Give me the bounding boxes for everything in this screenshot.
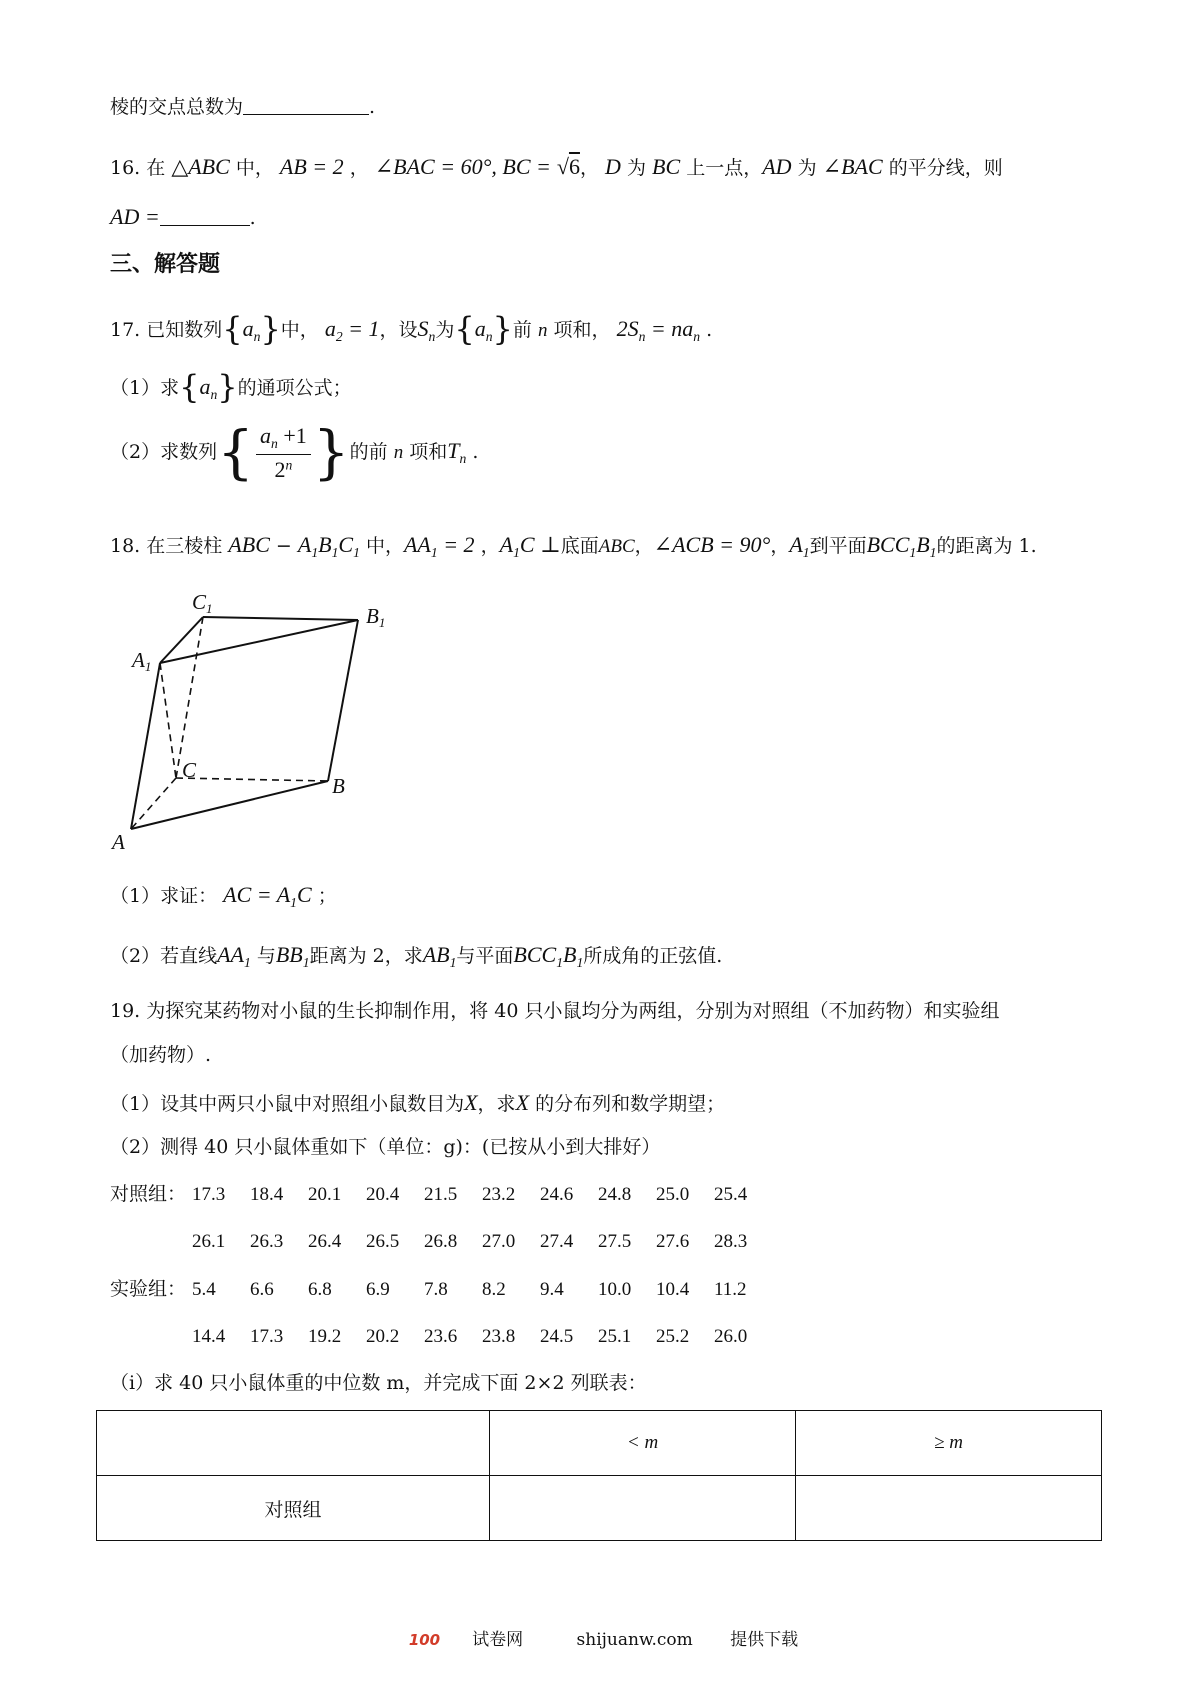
data-value: 23.6	[424, 1326, 458, 1347]
data-value: 27.6	[656, 1231, 690, 1252]
data-value: 28.3	[714, 1231, 748, 1252]
data-value: 24.8	[598, 1184, 632, 1205]
question-19: 19. 为探究某药物对小鼠的生长抑制作用，将 40 只小鼠均分为两组，分别为对照组（不加药物）和实验组	[110, 1000, 1000, 1022]
data-value: 23.8	[482, 1326, 516, 1347]
data-value: 10.4	[656, 1279, 690, 1300]
data-value: 18.4	[250, 1184, 284, 1205]
label-c1: C1	[192, 590, 213, 616]
data-value: 6.6	[250, 1279, 274, 1300]
edge-c-b	[176, 778, 328, 781]
question-18: 18. 在三棱柱 ABC − $A_1B_1C_1$ 中，$AA_1 = 2$ ，$A_1C$ ⊥底面ABC，∠ACB = 90°，$A_1$到平面$BCC_1B_1$的距离为 1.	[110, 532, 1037, 560]
data-value: 20.2	[366, 1326, 400, 1347]
data-value: 8.2	[482, 1279, 506, 1300]
table-cell	[796, 1476, 1102, 1541]
data-value: 27.0	[482, 1231, 516, 1252]
data-value: 23.2	[482, 1184, 516, 1205]
label-c: C	[182, 758, 197, 782]
edge-a1-c	[160, 663, 176, 778]
site-logo: 100	[408, 1631, 441, 1649]
q15-tail: 棱的交点总数为 .	[110, 96, 376, 118]
question-19-part-i: （i）求 40 只小鼠体重的中位数 m，并完成下面 2×2 列联表：	[110, 1372, 647, 1394]
question-18-part-1: （1）求证： AC = $A_1C$ ；	[110, 882, 337, 910]
experiment-label: 实验组：	[110, 1278, 187, 1300]
question-17-part-1: （1）求$\{a_n\}$的通项公式；	[110, 368, 352, 406]
question-17-part-2: （2）求数列{ $\frac{a_n +1}{2^n}$ }的前 n 项和$T_n$ .	[110, 418, 479, 486]
label-b1: B1	[366, 604, 386, 630]
data-value: 26.3	[250, 1231, 284, 1252]
question-16: 16. 在 △ABC 中， AB = 2 ， ∠BAC = 60°, BC = √6， D 为 BC 上一点，AD 为 ∠BAC 的平分线，则	[110, 154, 1003, 179]
data-value: 19.2	[308, 1326, 342, 1347]
data-value: 11.2	[714, 1279, 747, 1300]
data-value: 9.4	[540, 1279, 564, 1300]
edge-b1-b	[328, 620, 358, 781]
data-value: 17.3	[192, 1184, 226, 1205]
data-value: 24.5	[540, 1326, 574, 1347]
section-title: 三、解答题	[110, 252, 221, 277]
answer-blank	[160, 224, 250, 226]
question-17: 17. 已知数列$\{a_n\}$中， $a_2 = 1$，设$S_n$为$\{a_n\}$前 n 项和， $2S_n = na_n$ .	[110, 310, 713, 348]
question-18-part-2: （2）若直线$AA_1$ 与$BB_1$距离为 2，求$AB_1$与平面$BCC_1B_1$所成角的正弦值.	[110, 942, 723, 970]
question-19-part-1: （1）设其中两只小鼠中对照组小鼠数目为X，求X 的分布列和数学期望；	[110, 1090, 726, 1115]
data-value: 6.8	[308, 1279, 332, 1300]
label-a: A	[112, 830, 125, 854]
edge-c1-b1	[203, 617, 358, 620]
data-value: 26.4	[308, 1231, 342, 1252]
data-value: 5.4	[192, 1279, 216, 1300]
question-19-part-2: （2）测得 40 只小鼠体重如下（单位：g)：(已按从小到大排好）	[110, 1136, 661, 1158]
table-row	[97, 1411, 1102, 1476]
data-value: 10.0	[598, 1279, 632, 1300]
table-header-less: < m	[490, 1411, 796, 1476]
site-url: shijuanw.com	[576, 1630, 693, 1650]
prism-figure	[100, 585, 420, 855]
label-b: B	[332, 774, 345, 798]
table-cell	[490, 1476, 796, 1541]
table-row	[97, 1476, 1102, 1541]
page-footer: 100 试卷网 shijuanw.com 提供下载	[408, 1630, 799, 1650]
fraction: $\frac{a_n +1}{2^n}$	[256, 423, 311, 484]
table-header-geq: ≥ m	[796, 1411, 1102, 1476]
answer-blank	[243, 113, 369, 115]
data-value: 25.2	[656, 1326, 690, 1347]
edge-a-b	[131, 781, 328, 829]
edge-a1-a	[131, 663, 160, 829]
control-label: 对照组：	[110, 1183, 187, 1205]
footer-note: 提供下载	[730, 1630, 799, 1650]
data-value: 26.8	[424, 1231, 458, 1252]
data-value: 14.4	[192, 1326, 226, 1347]
data-value: 26.5	[366, 1231, 400, 1252]
data-value: 24.6	[540, 1184, 574, 1205]
data-value: 25.4	[714, 1184, 748, 1205]
contingency-table	[96, 1410, 1102, 1541]
table-row-label: 对照组	[97, 1476, 490, 1541]
data-value: 26.1	[192, 1231, 226, 1252]
data-value: 20.4	[366, 1184, 400, 1205]
data-value: 17.3	[250, 1326, 284, 1347]
data-value: 25.0	[656, 1184, 690, 1205]
data-value: 25.1	[598, 1326, 632, 1347]
question-16-answer: AD = .	[110, 204, 256, 229]
data-value: 6.9	[366, 1279, 390, 1300]
edge-a1-b1	[160, 620, 358, 663]
data-value: 27.4	[540, 1231, 574, 1252]
label-a1: A1	[132, 648, 152, 674]
data-value: 21.5	[424, 1184, 458, 1205]
data-value: 20.1	[308, 1184, 342, 1205]
data-value: 7.8	[424, 1279, 448, 1300]
data-value: 26.0	[714, 1326, 748, 1347]
question-19-line-2: （加药物）.	[110, 1044, 212, 1066]
data-value: 27.5	[598, 1231, 632, 1252]
table-header-empty	[97, 1411, 490, 1476]
